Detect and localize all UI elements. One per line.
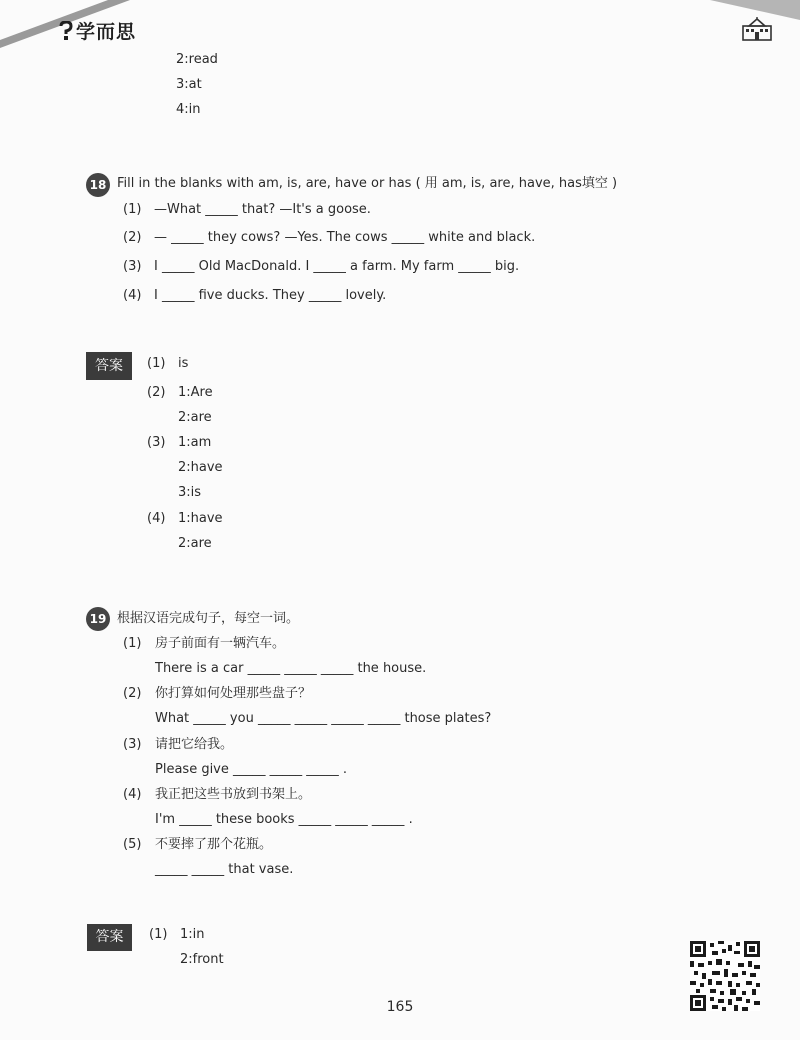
- answer-tag: 答案: [86, 352, 132, 380]
- answer-label: (3): [147, 435, 166, 450]
- item-english: What _____ you _____ _____ _____ _____ those plates?: [155, 711, 492, 726]
- answer-line: 2:front: [180, 952, 224, 967]
- answer-label: (4): [147, 511, 166, 526]
- item-label: (2): [123, 230, 142, 245]
- item-english: I'm _____ these books _____ _____ _____ .: [155, 812, 413, 827]
- item-label: (4): [123, 787, 142, 802]
- page-number: 165: [386, 999, 414, 1015]
- brand-logo: [58, 17, 136, 44]
- prev-answer-line: 4:in: [176, 102, 201, 117]
- answer-label: (1): [149, 927, 168, 942]
- brand-mark-icon: [58, 21, 74, 41]
- item-text: I _____ five ducks. They _____ lovely.: [154, 288, 387, 303]
- answer-line: 1:Are: [178, 385, 213, 400]
- prev-answer-line: 2:read: [176, 52, 218, 67]
- item-label: (3): [123, 737, 142, 752]
- answer-line: is: [178, 356, 189, 371]
- answer-label: (1): [147, 356, 166, 371]
- item-text: I _____ Old MacDonald. I _____ a farm. My farm _____ big.: [154, 259, 520, 274]
- item-chinese: 你打算如何处理那些盘子？: [155, 686, 312, 701]
- answer-label: (2): [147, 385, 166, 400]
- item-label: (2): [123, 686, 142, 701]
- item-text: —What _____ that? —It's a goose.: [154, 202, 371, 217]
- item-english: _____ _____ that vase.: [155, 862, 294, 877]
- question-number-badge: 18: [86, 173, 110, 197]
- item-chinese: 请把它给我。: [155, 737, 234, 752]
- school-icon: [742, 17, 772, 41]
- answer-line: 1:in: [180, 927, 205, 942]
- item-label: (4): [123, 288, 142, 303]
- item-text: — _____ they cows? —Yes. The cows _____ white and black.: [154, 230, 536, 245]
- answer-line: 3:is: [178, 485, 202, 500]
- prev-answer-line: 3:at: [176, 77, 202, 92]
- item-label: (1): [123, 636, 142, 651]
- item-chinese: 房子前面有一辆汽车。: [155, 636, 286, 651]
- answer-line: 2:are: [178, 536, 212, 551]
- answer-line: 2:are: [178, 410, 212, 425]
- question-number-badge: 19: [86, 607, 110, 631]
- item-chinese: 我正把这些书放到书架上。: [155, 787, 312, 802]
- answer-line: 2:have: [178, 460, 223, 475]
- brand-name: 学而思: [76, 21, 137, 43]
- question-prompt: Fill in the blanks with am, is, are, have or has ( 用 am, is, are, have, has填空 ): [117, 176, 618, 191]
- answer-line: 1:am: [178, 435, 212, 450]
- answer-line: 1:have: [178, 511, 223, 526]
- item-label: (3): [123, 259, 142, 274]
- question-prompt: 根据汉语完成句子，每空一词。: [117, 611, 300, 626]
- item-english: There is a car _____ _____ _____ the house.: [155, 661, 427, 676]
- item-english: Please give _____ _____ _____ .: [155, 762, 348, 777]
- item-chinese: 不要摔了那个花瓶。: [155, 837, 273, 852]
- answer-tag: 答案: [87, 924, 132, 951]
- item-label: (5): [123, 837, 142, 852]
- item-label: (1): [123, 202, 142, 217]
